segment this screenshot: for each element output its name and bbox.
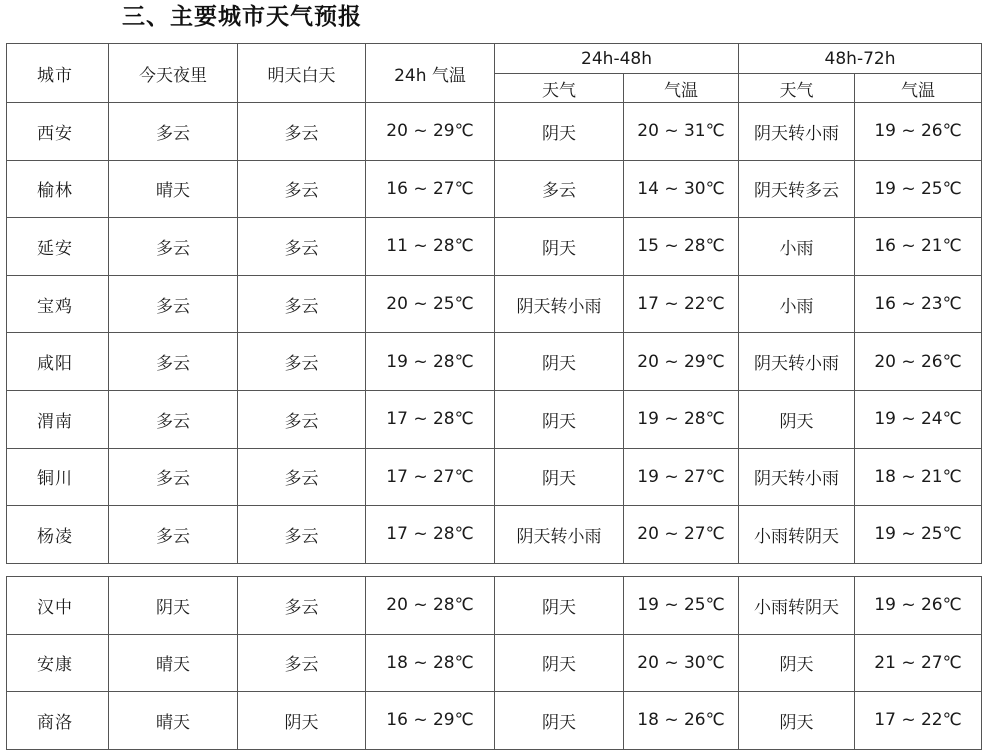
temp-24h-cell: 18 ~ 28℃ <box>366 634 495 692</box>
header-temperature-72: 气温 <box>855 74 982 103</box>
temp-72h-cell: 16 ~ 21℃ <box>855 218 982 276</box>
temp-48h-cell: 20 ~ 27℃ <box>624 506 739 564</box>
tonight-cell: 多云 <box>109 218 238 276</box>
table-row <box>7 275 982 333</box>
temp-72h-cell: 21 ~ 27℃ <box>855 634 982 692</box>
tonight-cell: 晴天 <box>109 692 238 750</box>
temp-48h-cell: 20 ~ 30℃ <box>624 634 739 692</box>
table-row <box>7 577 982 635</box>
tonight-cell: 多云 <box>109 333 238 391</box>
tonight-cell: 多云 <box>109 275 238 333</box>
tonight-cell: 晴天 <box>109 160 238 218</box>
temp-24h-cell: 16 ~ 29℃ <box>366 692 495 750</box>
city-cell: 榆林 <box>7 160 109 218</box>
header-group-48-72: 48h-72h <box>739 44 982 74</box>
weather-48h-cell: 阴天 <box>495 692 624 750</box>
temp-24h-cell: 17 ~ 28℃ <box>366 506 495 564</box>
table-row <box>7 390 982 448</box>
weather-72h-cell: 阴天转多云 <box>739 160 855 218</box>
tonight-cell: 阴天 <box>109 577 238 635</box>
table-row <box>7 506 982 564</box>
temp-72h-cell: 20 ~ 26℃ <box>855 333 982 391</box>
header-temperature-48: 气温 <box>624 74 739 103</box>
weather-48h-cell: 多云 <box>495 160 624 218</box>
temp-24h-cell: 17 ~ 27℃ <box>366 448 495 506</box>
city-cell: 安康 <box>7 634 109 692</box>
weather-72h-cell: 阴天转小雨 <box>739 448 855 506</box>
city-cell: 渭南 <box>7 390 109 448</box>
tomorrow-cell: 多云 <box>238 506 366 564</box>
header-group-24-48: 24h-48h <box>495 44 739 74</box>
temp-24h-cell: 19 ~ 28℃ <box>366 333 495 391</box>
weather-48h-cell: 阴天 <box>495 333 624 391</box>
city-cell: 铜川 <box>7 448 109 506</box>
tonight-cell: 多云 <box>109 448 238 506</box>
header-tonight: 今天夜里 <box>109 44 238 103</box>
tonight-cell: 多云 <box>109 390 238 448</box>
temp-48h-cell: 15 ~ 28℃ <box>624 218 739 276</box>
city-cell: 西安 <box>7 103 109 161</box>
weather-48h-cell: 阴天 <box>495 448 624 506</box>
weather-72h-cell: 小雨 <box>739 218 855 276</box>
tomorrow-cell: 多云 <box>238 160 366 218</box>
temp-48h-cell: 20 ~ 31℃ <box>624 103 739 161</box>
tonight-cell: 晴天 <box>109 634 238 692</box>
header-tomorrow-day: 明天白天 <box>238 44 366 103</box>
table-row <box>7 448 982 506</box>
page-title: 三、主要城市天气预报 <box>122 4 362 30</box>
table-row <box>7 333 982 391</box>
temp-24h-cell: 17 ~ 28℃ <box>366 390 495 448</box>
tomorrow-cell: 多云 <box>238 218 366 276</box>
table-row <box>7 103 982 161</box>
tomorrow-cell: 多云 <box>238 275 366 333</box>
temp-72h-cell: 19 ~ 25℃ <box>855 160 982 218</box>
city-cell: 宝鸡 <box>7 275 109 333</box>
temp-48h-cell: 14 ~ 30℃ <box>624 160 739 218</box>
temp-24h-cell: 20 ~ 29℃ <box>366 103 495 161</box>
tomorrow-cell: 多云 <box>238 448 366 506</box>
weather-72h-cell: 小雨转阴天 <box>739 577 855 635</box>
table-row <box>7 692 982 750</box>
tomorrow-cell: 阴天 <box>238 692 366 750</box>
city-cell: 咸阳 <box>7 333 109 391</box>
temp-48h-cell: 20 ~ 29℃ <box>624 333 739 391</box>
weather-48h-cell: 阴天 <box>495 218 624 276</box>
weather-48h-cell: 阴天 <box>495 103 624 161</box>
header-weather-48: 天气 <box>495 74 624 103</box>
temp-48h-cell: 19 ~ 25℃ <box>624 577 739 635</box>
tomorrow-cell: 多云 <box>238 333 366 391</box>
temp-72h-cell: 19 ~ 26℃ <box>855 577 982 635</box>
temp-72h-cell: 19 ~ 26℃ <box>855 103 982 161</box>
weather-72h-cell: 阴天 <box>739 692 855 750</box>
weather-48h-cell: 阴天转小雨 <box>495 506 624 564</box>
tonight-cell: 多云 <box>109 103 238 161</box>
city-cell: 延安 <box>7 218 109 276</box>
city-cell: 杨凌 <box>7 506 109 564</box>
temp-24h-cell: 11 ~ 28℃ <box>366 218 495 276</box>
temp-24h-cell: 20 ~ 28℃ <box>366 577 495 635</box>
tomorrow-cell: 多云 <box>238 390 366 448</box>
temp-72h-cell: 18 ~ 21℃ <box>855 448 982 506</box>
weather-48h-cell: 阴天 <box>495 390 624 448</box>
temp-24h-cell: 16 ~ 27℃ <box>366 160 495 218</box>
header-city: 城市 <box>7 44 109 103</box>
temp-24h-cell: 20 ~ 25℃ <box>366 275 495 333</box>
temp-48h-cell: 19 ~ 28℃ <box>624 390 739 448</box>
tomorrow-cell: 多云 <box>238 103 366 161</box>
table-row <box>7 634 982 692</box>
weather-72h-cell: 阴天 <box>739 390 855 448</box>
temp-48h-cell: 19 ~ 27℃ <box>624 448 739 506</box>
forecast-table-south <box>6 576 982 750</box>
tomorrow-cell: 多云 <box>238 577 366 635</box>
temp-72h-cell: 16 ~ 23℃ <box>855 275 982 333</box>
tonight-cell: 多云 <box>109 506 238 564</box>
weather-72h-cell: 小雨转阴天 <box>739 506 855 564</box>
table-row <box>7 218 982 276</box>
temp-48h-cell: 17 ~ 22℃ <box>624 275 739 333</box>
temp-72h-cell: 19 ~ 25℃ <box>855 506 982 564</box>
forecast-table-main <box>6 43 982 564</box>
tomorrow-cell: 多云 <box>238 634 366 692</box>
weather-72h-cell: 阴天 <box>739 634 855 692</box>
weather-48h-cell: 阴天转小雨 <box>495 275 624 333</box>
temp-72h-cell: 17 ~ 22℃ <box>855 692 982 750</box>
weather-72h-cell: 小雨 <box>739 275 855 333</box>
table-row <box>7 160 982 218</box>
weather-48h-cell: 阴天 <box>495 577 624 635</box>
header-temp-24h: 24h 气温 <box>366 44 495 103</box>
temp-72h-cell: 19 ~ 24℃ <box>855 390 982 448</box>
temp-48h-cell: 18 ~ 26℃ <box>624 692 739 750</box>
weather-72h-cell: 阴天转小雨 <box>739 103 855 161</box>
header-weather-72: 天气 <box>739 74 855 103</box>
weather-48h-cell: 阴天 <box>495 634 624 692</box>
city-cell: 商洛 <box>7 692 109 750</box>
weather-72h-cell: 阴天转小雨 <box>739 333 855 391</box>
city-cell: 汉中 <box>7 577 109 635</box>
